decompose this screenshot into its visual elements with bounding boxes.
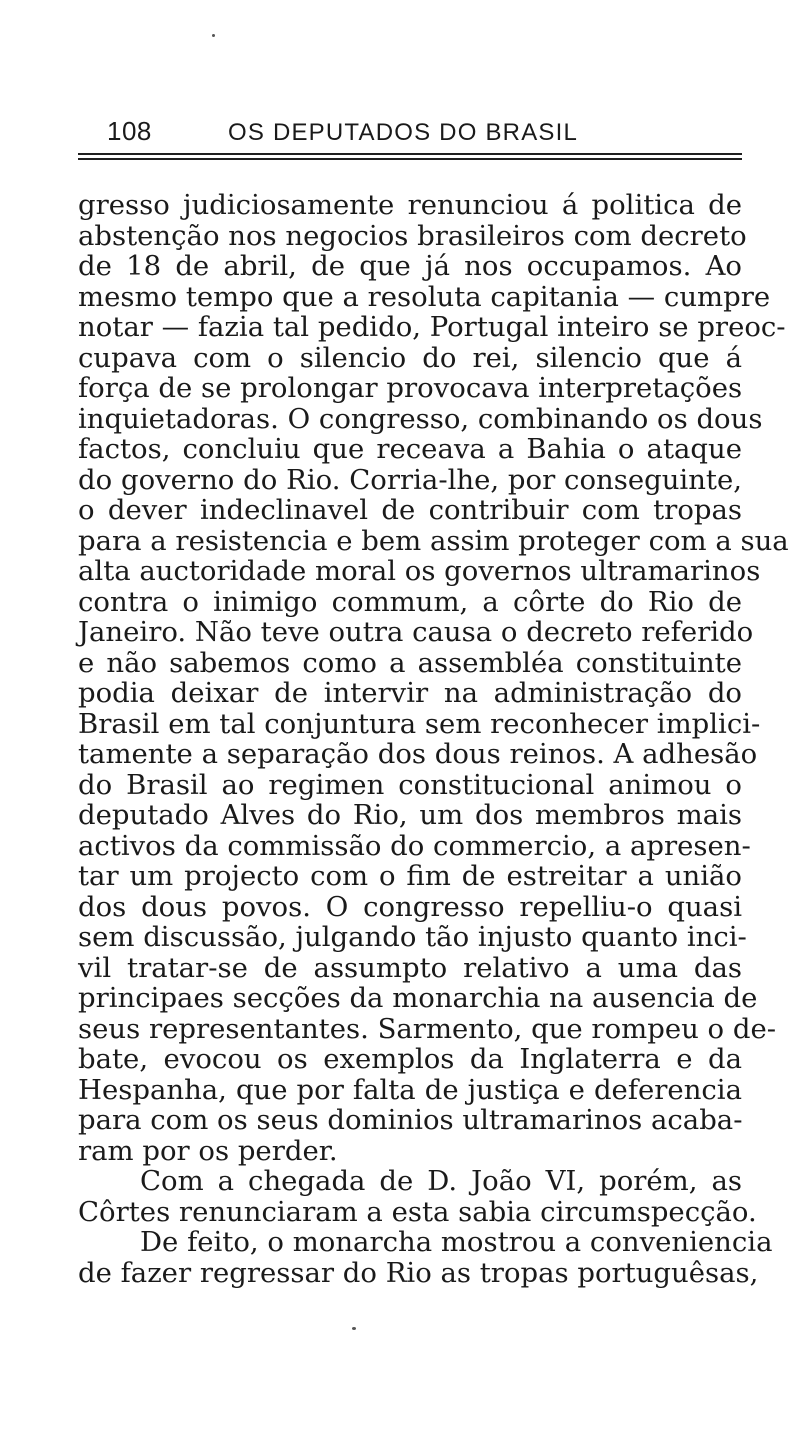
text-line: factos, concluiu que receava a Bahia o ataque	[78, 433, 742, 465]
header-rule-top	[78, 153, 742, 155]
text-line: seus representantes. Sarmento, que rompeu o de-	[78, 1012, 777, 1045]
running-title: OS DEPUTADOS DO BRASIL	[228, 119, 579, 146]
text-line: do Brasil ao regimen constitucional animou o	[78, 768, 742, 801]
text-line: alta auctoridade moral os governos ultramarinos	[78, 555, 761, 587]
text-line: contra o inimigo commum, a côrte do Rio de	[78, 585, 742, 618]
text-line: deputado Alves do Rio, um dos membros mais	[78, 799, 742, 831]
text-line: do governo do Rio. Corria-lhe, por conseguinte,	[78, 463, 742, 496]
text-line: para com os seus dominios ultramarinos acaba-	[78, 1104, 743, 1136]
paper-speck	[352, 1327, 356, 1330]
text-line: Janeiro. Não teve outra causa o decreto referido	[78, 616, 754, 648]
text-line: tar um projecto com o fim de estreitar a união	[78, 860, 742, 892]
text-line: tamente a separação dos dous reinos. A adhesão	[78, 738, 758, 770]
text-line: cupava com o silencio do rei, silencio que á	[78, 341, 742, 374]
text-line: inquietadoras. O congresso, combinando os dous	[78, 402, 763, 435]
paragraph-end-line: ram por os perder.	[78, 1134, 338, 1167]
page-number: 108	[107, 116, 152, 146]
text-line: mesmo tempo que a resoluta capitania — cumpre	[78, 280, 771, 313]
header-rule-bottom	[78, 158, 742, 160]
text-line: podia deixar de intervir na administração do	[78, 677, 742, 709]
text-line: vil tratar-se de assumpto relativo a uma das	[78, 951, 742, 984]
text-line: bate, evocou os exemplos da Inglaterra e da	[78, 1043, 742, 1075]
text-line: e não sabemos como a assembléa constituinte	[78, 646, 742, 679]
paragraph-start-line: De feito, o monarcha mostrou a conveniencia	[140, 1226, 773, 1258]
text-line: abstenção nos negocios brasileiros com decreto	[78, 219, 747, 252]
text-line: activos da commissão do commercio, a apresen-	[78, 829, 751, 862]
text-line: notar — fazia tal pedido, Portugal inteiro se preoc-	[78, 311, 786, 343]
text-line: gresso judiciosamente renunciou á politica de	[78, 189, 742, 221]
body-text	[78, 189, 789, 1289]
text-line: para a resistencia e bem assim proteger com a sua	[78, 524, 789, 557]
text-line: de 18 de abril, de que já nos occupamos. Ao	[78, 250, 742, 282]
running-head	[78, 113, 742, 149]
paper-speck	[212, 34, 215, 37]
text-line: sem discussão, julgando tão injusto quanto inci-	[78, 921, 747, 953]
paragraph-start-line: Com a chegada de D. João VI, porém, as	[140, 1165, 742, 1197]
text-line: força de se prolongar provocava interpretações	[78, 372, 743, 404]
text-line: Hespanha, que por falta de justiça e deferencia	[78, 1073, 742, 1106]
text-line: de fazer regressar do Rio as tropas portuguêsas,	[78, 1256, 759, 1289]
paragraph-end-line: Côrtes renunciaram a esta sabia circumspecção.	[78, 1195, 757, 1228]
text-line: Brasil em tal conjuntura sem reconhecer implici-	[78, 707, 761, 740]
text-line: dos dous povos. O congresso repelliu-o quasi	[78, 890, 742, 923]
text-line: principaes secções da monarchia na ausencia de	[78, 982, 758, 1014]
text-line: o dever indeclinavel de contribuir com tropas	[78, 494, 742, 526]
